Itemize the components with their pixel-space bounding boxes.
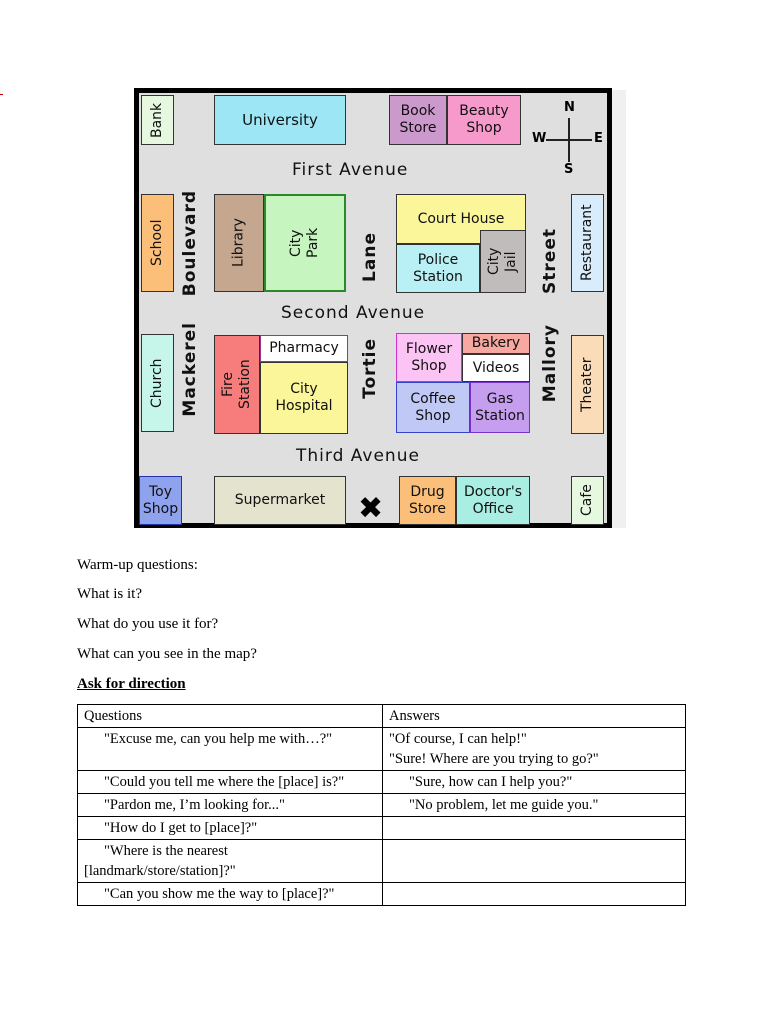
question-cell: "Excuse me, can you help me with…?" (104, 731, 333, 747)
answer-cell: "No problem, let me guide you." (409, 797, 599, 813)
building-bank: Bank (141, 95, 174, 145)
warmup-title: Warm-up questions: (77, 557, 198, 573)
margin-mark (0, 94, 3, 95)
answer-cell: "Sure, how can I help you?" (409, 774, 573, 790)
question-cell-line-1: "Where is the nearest (104, 843, 228, 859)
building-church: Church (141, 334, 174, 432)
question-cell: "How do I get to [place]?" (104, 820, 258, 836)
table-row (78, 840, 686, 883)
street-mallory: Mallory (540, 324, 560, 403)
building-supermarket: Supermarket (214, 476, 346, 525)
question-cell: "Pardon me, I’m looking for..." (104, 797, 285, 813)
table-row (78, 883, 686, 906)
table-header-row (78, 705, 686, 728)
table-row (78, 728, 686, 771)
building-flower-shop: Flower Shop (396, 333, 462, 382)
street-boulevard: Boulevard (180, 190, 200, 297)
building-book-store: Book Store (389, 95, 447, 145)
you-are-here-x-icon: ✖ (358, 491, 384, 526)
building-videos: Videos (462, 354, 530, 382)
table-row (78, 817, 686, 840)
map-shadow (610, 90, 626, 528)
building-restaurant: Restaurant (571, 194, 604, 292)
building-court-house: Court House (396, 194, 526, 244)
street-lane: Lane (360, 232, 380, 282)
street-first-avenue: First Avenue (292, 160, 409, 180)
header-answers: Answers (383, 705, 686, 728)
building-pharmacy: Pharmacy (260, 335, 348, 362)
building-theater: Theater (571, 335, 604, 434)
building-university: University (214, 95, 346, 145)
building-city-park: City Park (264, 194, 346, 292)
building-beauty-shop: Beauty Shop (447, 95, 521, 145)
building-coffee-shop: Coffee Shop (396, 382, 470, 433)
street-street: Street (540, 228, 560, 294)
question-cell: "Can you show me the way to [place]?" (104, 886, 335, 902)
compass-north: N (564, 100, 575, 115)
building-city-jail: City Jail (480, 230, 526, 293)
building-toy-shop: Toy Shop (139, 476, 182, 525)
street-mackerel: Mackerel (180, 322, 200, 417)
header-questions: Questions (78, 705, 383, 728)
question-cell-line-2: [landmark/store/station]?" (84, 863, 236, 879)
building-cafe: Cafe (571, 476, 604, 525)
question-cell: "Could you tell me where the [place] is?" (104, 774, 345, 790)
directions-table (77, 704, 686, 906)
street-second-avenue: Second Avenue (281, 303, 426, 323)
compass-east: E (594, 131, 603, 146)
building-city-hospital: City Hospital (260, 362, 348, 434)
building-drug-store: Drug Store (399, 476, 456, 525)
table-row (78, 794, 686, 817)
street-tortie: Tortie (360, 338, 380, 399)
street-third-avenue: Third Avenue (296, 446, 420, 466)
building-police-station: Police Station (396, 244, 480, 293)
building-library: Library (214, 194, 264, 292)
answer-cell: "Sure! Where are you trying to go?" (389, 751, 599, 767)
compass-south: S (564, 162, 574, 177)
building-fire-station: Fire Station (214, 335, 260, 434)
warmup-question-1: What is it? (77, 586, 142, 602)
compass-rose (530, 100, 608, 178)
warmup-question-2: What do you use it for? (77, 616, 219, 632)
building-doctors-office: Doctor's Office (456, 476, 530, 525)
answer-cell: "Of course, I can help!" (389, 731, 527, 747)
compass-west: W (532, 131, 547, 146)
building-bakery: Bakery (462, 333, 530, 354)
section-heading: Ask for direction (77, 676, 186, 692)
warmup-question-3: What can you see in the map? (77, 646, 257, 662)
building-school: School (141, 194, 174, 292)
building-gas-station: Gas Station (470, 382, 530, 433)
table-row (78, 771, 686, 794)
